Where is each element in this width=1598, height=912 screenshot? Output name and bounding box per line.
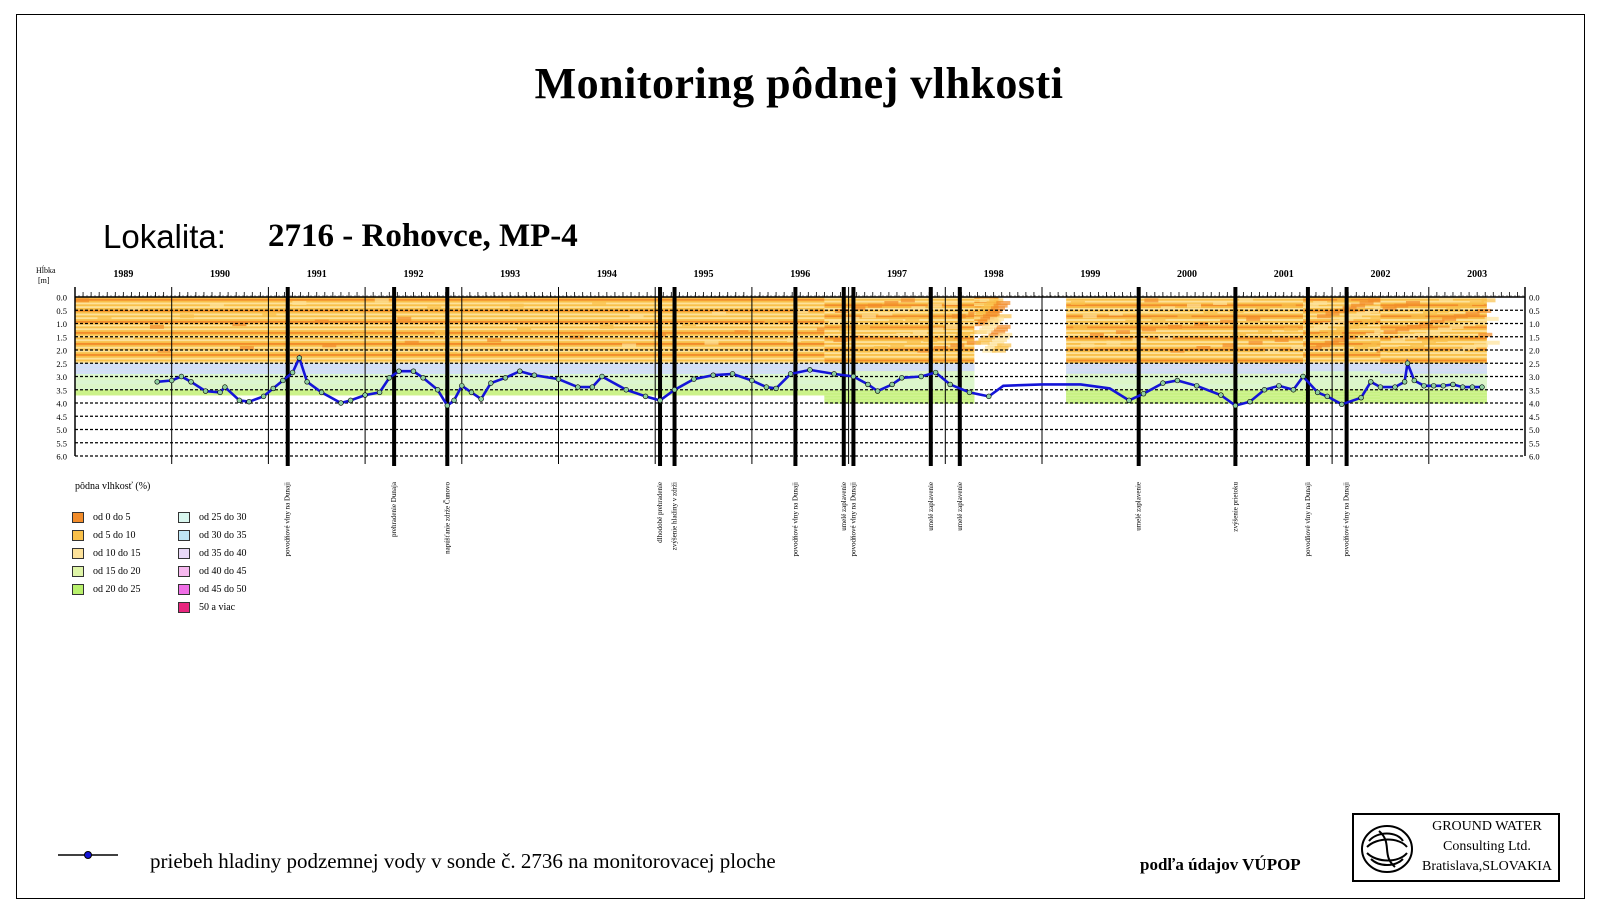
groundwater-legend-label: priebeh hladiny podzemnej vody v sonde č. 2736 na monitorovacej ploche — [150, 849, 776, 873]
groundwater-point — [1141, 391, 1146, 396]
year-label: 1995 — [693, 269, 714, 280]
moisture-cell — [839, 327, 853, 331]
groundwater-point — [1480, 385, 1485, 390]
event-label: povodňové vlny na Dunaji — [849, 482, 858, 557]
year-label: 2003 — [1467, 269, 1488, 280]
moisture-cell — [1249, 341, 1263, 345]
moisture-cell — [1485, 317, 1499, 321]
groundwater-point — [556, 377, 561, 382]
groundwater-point — [452, 398, 457, 403]
groundwater-point — [1291, 387, 1296, 392]
depth-tick-label-left: 4.0 — [56, 398, 67, 409]
groundwater-point — [750, 378, 755, 383]
groundwater-point — [1248, 399, 1253, 404]
legend-item — [72, 508, 141, 526]
groundwater-point — [261, 394, 266, 399]
moisture-cell — [352, 333, 366, 337]
groundwater-point — [469, 390, 474, 395]
moisture-cell — [1142, 327, 1156, 331]
depth-tick-label-right: 3.0 — [1529, 372, 1540, 382]
moisture-cell — [1170, 349, 1184, 353]
moisture-cell — [1246, 317, 1260, 321]
moisture-cell — [734, 330, 748, 334]
moisture-cell — [75, 298, 89, 302]
groundwater-point — [866, 382, 871, 387]
moisture-cell — [292, 301, 306, 305]
depth-tick-label-right: 5.0 — [1529, 425, 1540, 435]
legend-item — [178, 580, 247, 598]
depth-tick-label-right: 2.0 — [1529, 345, 1540, 356]
groundwater-point — [479, 397, 484, 402]
year-label: 1989 — [113, 269, 134, 280]
moisture-cell — [1282, 304, 1296, 308]
groundwater-point — [1402, 379, 1407, 384]
year-label: 1996 — [790, 269, 811, 280]
moisture-cell — [944, 301, 958, 305]
groundwater-point — [305, 379, 310, 384]
depth-tick-label-left: 2.0 — [56, 345, 67, 356]
year-label: 1991 — [306, 269, 327, 280]
moisture-cell — [1178, 314, 1192, 318]
groundwater-point — [222, 385, 227, 390]
event-label: zvýšenie hladiny v zdrži — [670, 482, 679, 551]
moisture-cell — [1116, 330, 1130, 334]
legend-swatch — [178, 566, 190, 577]
moisture-cell — [712, 312, 726, 316]
legend-item — [72, 526, 141, 544]
groundwater-point — [1315, 390, 1320, 395]
moisture-cell — [1477, 309, 1491, 313]
groundwater-point — [237, 398, 242, 403]
event-label: umelé zaplavenie — [839, 482, 848, 531]
groundwater-point — [155, 379, 160, 384]
event-label: napúšťanie zdrže Čunovo — [443, 482, 452, 554]
groundwater-point — [297, 356, 302, 361]
legend-label: od 30 do 35 — [199, 529, 247, 541]
legend-swatch — [178, 584, 190, 595]
groundwater-point — [1393, 385, 1398, 390]
moisture-cell — [210, 304, 224, 308]
groundwater-point — [967, 390, 972, 395]
groundwater-point — [808, 367, 813, 372]
groundwater-point — [247, 399, 252, 404]
moisture-cell — [487, 338, 501, 342]
moisture-cell — [630, 314, 644, 318]
groundwater-point — [411, 369, 416, 374]
groundwater-point — [363, 393, 368, 398]
moisture-cell — [1073, 325, 1087, 329]
groundwater-point — [387, 375, 392, 380]
legend-swatch — [72, 512, 84, 523]
moisture-cell — [1106, 341, 1120, 345]
moisture-cell — [1265, 349, 1279, 353]
groundwater-point — [933, 370, 938, 375]
moisture-cell — [1196, 346, 1210, 350]
y-axis-title: Hĺbka — [36, 266, 56, 275]
groundwater-point — [348, 398, 353, 403]
legend-swatch — [178, 602, 190, 613]
legend-swatch — [178, 530, 190, 541]
legend-label: od 35 do 40 — [199, 547, 247, 559]
depth-tick-label-left: 2.5 — [56, 358, 67, 369]
company-line-1: GROUND WATER — [1432, 819, 1542, 834]
legend-item — [72, 544, 141, 562]
year-label: 1990 — [210, 269, 231, 280]
groundwater-point — [459, 383, 464, 388]
groundwater-point — [851, 374, 856, 379]
legend-swatch — [72, 530, 84, 541]
event-label: povodňové vlny na Dunaji — [791, 482, 800, 557]
moisture-cell — [856, 325, 870, 329]
moisture-cell — [990, 317, 1004, 321]
moisture-cell — [872, 322, 886, 326]
moisture-cell — [682, 322, 696, 326]
groundwater-point — [189, 379, 194, 384]
moisture-cell — [600, 325, 614, 329]
groundwater-point — [948, 382, 953, 387]
moisture-cell — [1151, 317, 1165, 321]
event-label: umelé zaplavenie — [926, 482, 935, 531]
groundwater-point — [1160, 381, 1165, 386]
event-label: umelé zaplavenie — [1134, 482, 1143, 531]
legend-label: 50 a viac — [199, 601, 236, 613]
event-label: povodňové vlny na Dunaji — [1303, 482, 1312, 557]
moisture-cell — [1239, 298, 1253, 302]
moisture-cell — [857, 349, 871, 353]
legend-item — [178, 562, 247, 580]
moisture-cell — [1194, 322, 1208, 326]
year-label: 1998 — [983, 269, 1004, 280]
legend-swatch — [72, 584, 84, 595]
moisture-cell — [996, 301, 1010, 305]
groundwater-point — [1301, 374, 1306, 379]
moisture-cell — [1342, 335, 1356, 339]
groundwater-point — [1233, 403, 1238, 408]
data-source: podľa údajov VÚPOP — [1140, 855, 1301, 874]
moisture-cell — [1275, 338, 1289, 342]
moisture-cell — [150, 325, 164, 329]
moisture-cell — [950, 343, 964, 347]
moisture-cell — [1284, 327, 1298, 331]
groundwater-point — [532, 373, 537, 378]
moisture-cell — [1204, 312, 1218, 316]
groundwater-legend-symbol — [58, 848, 118, 862]
moisture-cell — [862, 314, 876, 318]
legend-label: od 45 do 50 — [199, 583, 247, 595]
moisture-cell — [345, 309, 359, 313]
company-name — [1422, 817, 1552, 877]
year-label: 1994 — [596, 269, 617, 280]
legend-swatch — [72, 548, 84, 559]
groundwater-point — [1441, 383, 1446, 388]
groundwater-point — [1277, 383, 1282, 388]
company-logo — [1352, 813, 1560, 882]
groundwater-point — [271, 386, 276, 391]
depth-tick-label-right: 2.5 — [1529, 358, 1540, 369]
moisture-cell — [322, 343, 336, 347]
legend-column-1 — [72, 508, 141, 598]
moisture-cell — [962, 322, 976, 326]
location-label: Lokalita: — [103, 218, 226, 255]
moisture-cell — [157, 349, 171, 353]
moisture-cell — [592, 301, 606, 305]
groundwater-point — [774, 386, 779, 391]
moisture-cell — [1482, 298, 1496, 302]
groundwater-point — [590, 385, 595, 390]
depth-tick-label-left: 3.5 — [56, 385, 67, 396]
groundwater-point — [488, 381, 493, 386]
groundwater-point — [764, 385, 769, 390]
depth-tick-label-left: 4.5 — [56, 411, 67, 422]
groundwater-point — [575, 385, 580, 390]
groundwater-point — [169, 378, 174, 383]
depth-tick-label-right: 0.0 — [1529, 292, 1540, 303]
event-label: umelé zaplavenie — [955, 482, 964, 531]
moisture-cell — [232, 322, 246, 326]
year-label: 2001 — [1273, 269, 1294, 280]
depth-tick-label-right: 0.5 — [1529, 305, 1540, 316]
groundwater-point — [1422, 383, 1427, 388]
moisture-cell — [1313, 301, 1327, 305]
moisture-cell — [911, 306, 925, 310]
moisture-cell — [1083, 314, 1097, 318]
moisture-cell — [97, 317, 111, 321]
groundwater-point — [435, 387, 440, 392]
depth-tick-label-left: 1.0 — [56, 319, 67, 329]
groundwater-point — [179, 374, 184, 379]
groundwater-point — [319, 390, 324, 395]
groundwater-point — [517, 369, 522, 374]
y-axis-unit: [m] — [38, 276, 50, 285]
moisture-cell — [120, 335, 134, 339]
depth-tick-label-right: 4.5 — [1529, 411, 1540, 422]
depth-tick-label-left: 0.0 — [56, 292, 67, 303]
groundwater-point — [1175, 378, 1180, 383]
moisture-cell — [981, 335, 995, 339]
groundwater-point — [339, 401, 344, 406]
moisture-cell — [884, 301, 898, 305]
moisture-cell — [878, 312, 892, 316]
moisture-cell — [1159, 335, 1173, 339]
moisture-cell — [890, 343, 904, 347]
depth-tick-label-right: 5.5 — [1529, 438, 1540, 449]
legend-item — [178, 526, 247, 544]
moisture-cell — [622, 343, 636, 347]
depth-tick-label-left: 5.5 — [56, 438, 67, 449]
moisture-cell — [1406, 301, 1420, 305]
groundwater-point — [600, 374, 605, 379]
groundwater-point — [672, 387, 677, 392]
groundwater-point — [281, 378, 286, 383]
moisture-cell — [1445, 335, 1459, 339]
event-label: zvýšenie prietoku — [1231, 482, 1240, 532]
groundwater-point — [691, 377, 696, 382]
moisture-cell — [1144, 298, 1158, 302]
groundwater-point — [875, 389, 880, 394]
groundwater-point — [203, 389, 208, 394]
moisture-cell — [405, 341, 419, 345]
groundwater-point — [503, 375, 508, 380]
groundwater-point — [1262, 387, 1267, 392]
moisture-cell — [705, 341, 719, 345]
location-value: 2716 - Rohovce, MP-4 — [268, 218, 578, 254]
depth-tick-label-right: 6.0 — [1529, 451, 1540, 462]
groundwater-point — [1127, 398, 1132, 403]
moisture-cell — [868, 304, 882, 308]
groundwater-point — [1378, 385, 1383, 390]
year-label: 2002 — [1370, 269, 1391, 280]
groundwater-point — [1325, 394, 1330, 399]
groundwater-point — [421, 375, 426, 380]
legend-item — [72, 580, 141, 598]
legend-label: od 0 do 5 — [93, 511, 131, 523]
groundwater-point — [1405, 361, 1410, 366]
moisture-cell — [905, 317, 919, 321]
moisture-cell — [1168, 325, 1182, 329]
groundwater-point — [890, 382, 895, 387]
moisture-cell — [946, 325, 960, 329]
moisture-cell — [895, 309, 909, 313]
groundwater-point — [919, 374, 924, 379]
depth-tick-label-right: 3.5 — [1529, 385, 1540, 396]
year-label: 1992 — [403, 269, 424, 280]
moisture-cell — [997, 343, 1011, 347]
legend-item — [72, 562, 141, 580]
groundwater-point — [658, 398, 663, 403]
moisture-cell — [1213, 301, 1227, 305]
moisture-cell — [901, 298, 915, 302]
groundwater-point — [445, 403, 450, 408]
moisture-cell — [1099, 322, 1113, 326]
depth-tick-label-right: 1.5 — [1529, 332, 1540, 343]
year-label: 1999 — [1080, 269, 1101, 280]
moisture-cell — [1486, 341, 1500, 345]
moisture-cell — [1337, 298, 1351, 302]
company-line-2: Consulting Ltd. — [1443, 839, 1531, 854]
depth-tick-label-left: 1.5 — [56, 332, 67, 343]
groundwater-point — [1194, 383, 1199, 388]
groundwater-point — [377, 390, 382, 395]
moisture-cell — [1258, 330, 1272, 334]
legend-column-2 — [178, 508, 247, 616]
moisture-cell — [1368, 298, 1382, 302]
company-logo-icon — [1359, 823, 1415, 875]
depth-tick-label-right: 4.0 — [1529, 398, 1540, 409]
legend-label: od 20 do 25 — [93, 583, 141, 595]
legend-label: od 5 do 10 — [93, 529, 136, 541]
moisture-cell — [457, 349, 471, 353]
groundwater-point — [1368, 379, 1373, 384]
moisture-cell — [75, 395, 824, 396]
page-title: Monitoring pôdnej vlhkosti — [534, 59, 1064, 108]
year-label: 2000 — [1177, 269, 1198, 280]
year-label: 1993 — [500, 269, 521, 280]
event-label: prehradenie Dunaja — [390, 482, 399, 537]
legend-label: od 15 do 20 — [93, 565, 141, 577]
moisture-cell — [1080, 343, 1094, 347]
legend-title: pôdna vlhkosť (%) — [75, 481, 151, 492]
moisture-cell — [907, 341, 921, 345]
moisture-cell — [896, 333, 910, 337]
depth-tick-label-left: 5.0 — [56, 425, 67, 435]
event-label: dlhodobé prehradenie — [656, 482, 665, 543]
groundwater-point — [290, 370, 295, 375]
depth-tick-label-right: 1.0 — [1529, 319, 1540, 329]
depth-tick-label-left: 6.0 — [56, 451, 67, 462]
moisture-cell — [517, 327, 531, 331]
legend-label: od 25 do 30 — [199, 511, 247, 523]
groundwater-point — [1431, 383, 1436, 388]
groundwater-point — [1339, 402, 1344, 407]
groundwater-point — [1359, 395, 1364, 400]
moisture-cell — [127, 306, 141, 310]
groundwater-point — [730, 371, 735, 376]
groundwater-point — [986, 394, 991, 399]
legend-label: od 40 do 45 — [199, 565, 247, 577]
year-label: 1997 — [886, 269, 907, 280]
moisture-cell — [510, 304, 524, 308]
event-label: povodňové vlny na Dunaji — [1342, 482, 1351, 557]
moisture-cell — [397, 317, 411, 321]
groundwater-point — [832, 371, 837, 376]
legend-item — [178, 544, 247, 562]
groundwater-point — [624, 387, 629, 392]
moisture-cell — [940, 335, 954, 339]
moisture-cell — [180, 314, 194, 318]
moisture-cell — [1071, 301, 1085, 305]
groundwater-point — [788, 371, 793, 376]
groundwater-point — [218, 390, 223, 395]
moisture-cell — [1109, 312, 1123, 316]
legend-label: od 10 do 15 — [93, 547, 141, 559]
groundwater-point — [1470, 385, 1475, 390]
moisture-cell — [262, 312, 276, 316]
groundwater-point — [397, 369, 402, 374]
legend-swatch — [72, 566, 84, 577]
depth-tick-label-left: 0.5 — [56, 305, 67, 316]
legend-item — [178, 508, 247, 526]
legend-swatch — [178, 512, 190, 523]
moisture-cell — [1439, 298, 1453, 302]
groundwater-point — [711, 373, 716, 378]
groundwater-point — [1412, 378, 1417, 383]
depth-tick-label-left: 3.0 — [56, 372, 67, 382]
moisture-cell — [1187, 304, 1201, 308]
groundwater-point — [899, 375, 904, 380]
company-line-3: Bratislava,SLOVAKIA — [1421, 859, 1552, 874]
groundwater-point — [1451, 382, 1456, 387]
groundwater-point — [643, 394, 648, 399]
groundwater-point — [1218, 393, 1223, 398]
groundwater-point — [1460, 385, 1465, 390]
moisture-cell — [570, 335, 584, 339]
event-label: povodňové vlny na Dunaji — [283, 482, 292, 557]
legend-swatch — [178, 548, 190, 559]
moisture-cell — [913, 330, 927, 334]
legend-item — [178, 598, 247, 616]
moisture-cell — [375, 298, 389, 302]
moisture-cell — [427, 306, 441, 310]
